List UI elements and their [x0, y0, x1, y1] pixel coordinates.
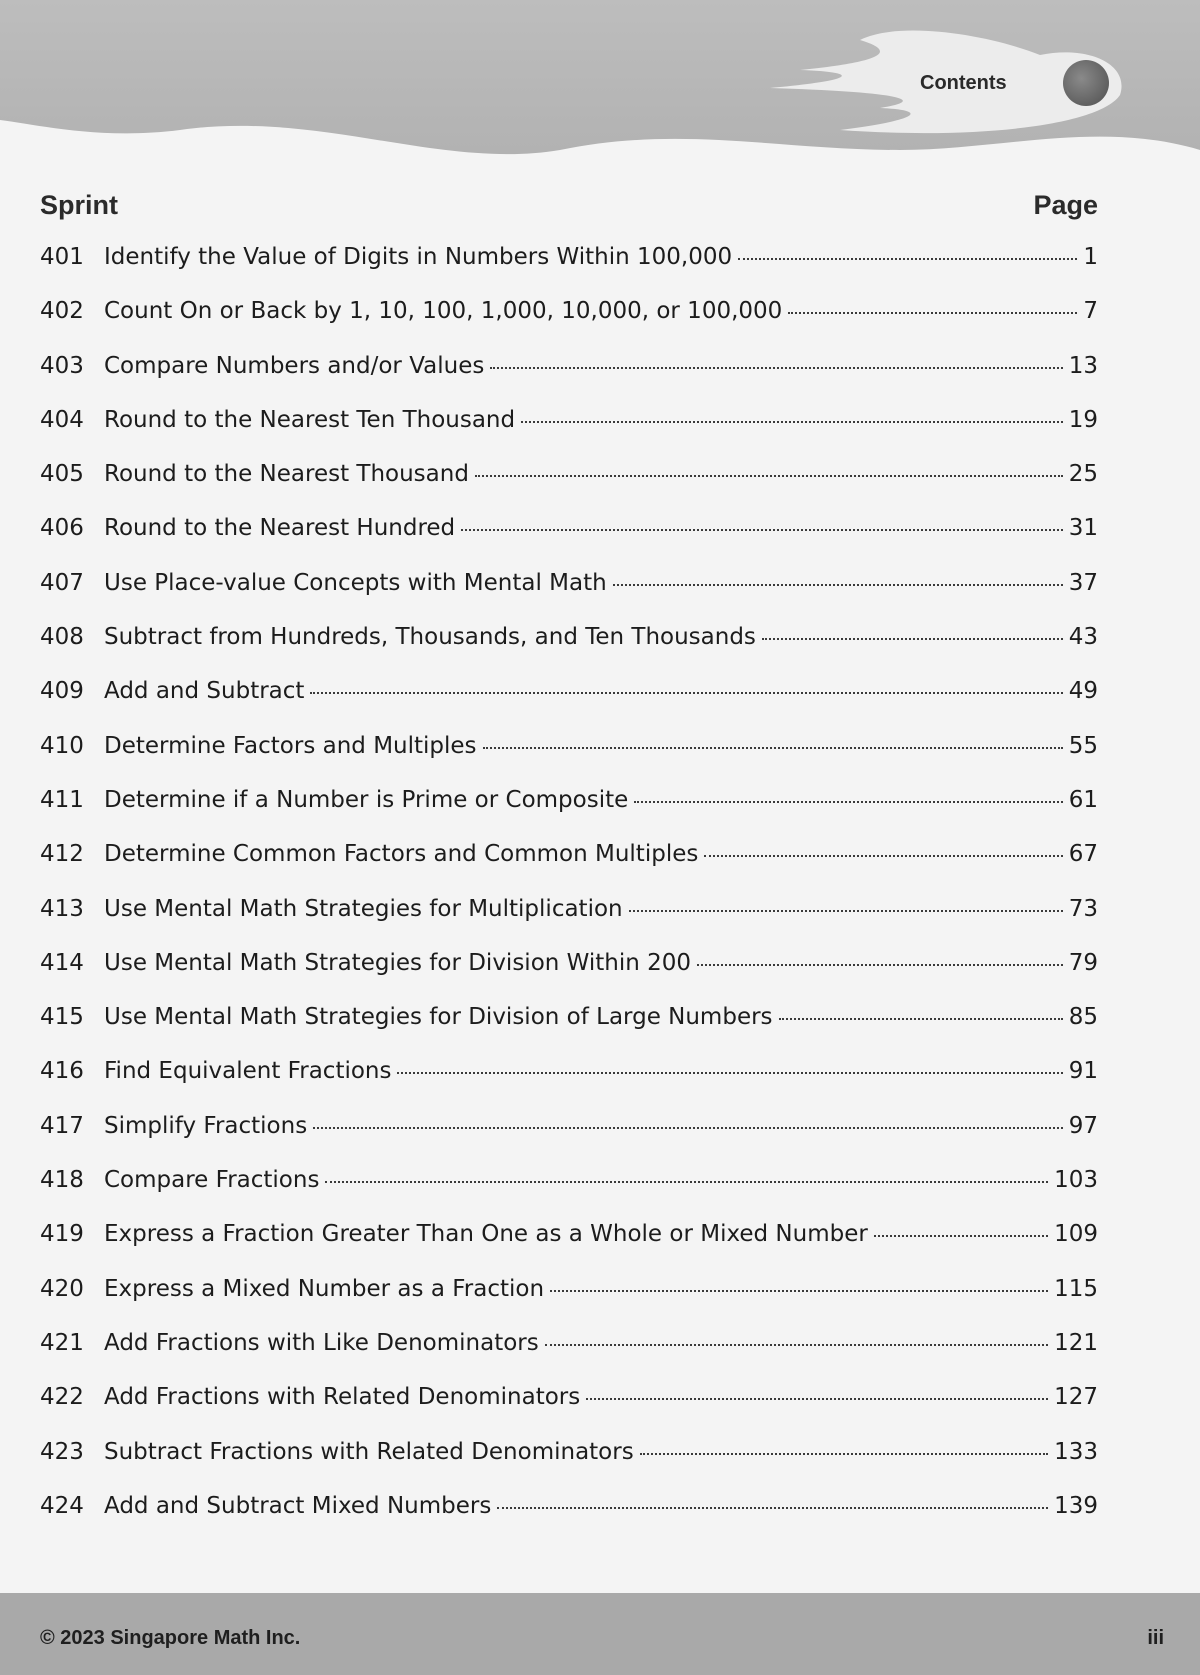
- sprint-column-header: Sprint: [40, 190, 118, 220]
- sprint-title: Count On or Back by 1, 10, 100, 1,000, 10,000, or 100,000: [104, 298, 783, 325]
- sprint-title: Round to the Nearest Ten Thousand: [104, 406, 516, 433]
- toc-entry: [40, 461, 1098, 515]
- page-reference: 31: [1068, 515, 1098, 542]
- dot-leader: [521, 421, 1063, 423]
- sprint-title: Find Equivalent Fractions: [104, 1058, 392, 1085]
- page-reference: 79: [1068, 949, 1098, 976]
- dot-leader: [325, 1181, 1048, 1183]
- dot-leader: [697, 964, 1063, 966]
- toc-entry: [40, 1221, 1098, 1275]
- toc-entry: [40, 570, 1098, 624]
- page-reference: 127: [1054, 1384, 1098, 1411]
- sprint-number: 412: [40, 841, 84, 868]
- page-reference: 139: [1054, 1492, 1098, 1519]
- page-reference: 73: [1068, 895, 1098, 922]
- dot-leader: [640, 1453, 1048, 1455]
- sprint-title: Add and Subtract Mixed Numbers: [104, 1492, 492, 1519]
- page-reference: 61: [1068, 786, 1098, 813]
- sprint-title: Determine if a Number is Prime or Composite: [104, 786, 629, 813]
- dot-leader: [313, 1127, 1063, 1129]
- page-reference: 55: [1068, 732, 1098, 759]
- sprint-number: 402: [40, 298, 84, 325]
- sprint-number: 418: [40, 1167, 84, 1194]
- page-reference: 121: [1054, 1329, 1098, 1356]
- dot-leader: [483, 747, 1063, 749]
- globe-icon: [1063, 60, 1109, 106]
- toc-entry: [40, 896, 1098, 950]
- dot-leader: [613, 584, 1063, 586]
- contents-section-label: Contents: [920, 72, 1007, 94]
- sprint-number: 406: [40, 515, 84, 542]
- toc-entry: [40, 950, 1098, 1004]
- toc-entry: [40, 678, 1098, 732]
- toc-entry: [40, 1439, 1098, 1493]
- sprint-title: Simplify Fractions: [104, 1112, 308, 1139]
- sprint-number: 401: [40, 244, 84, 270]
- sprint-number: 417: [40, 1112, 84, 1139]
- copyright-notice: © 2023 Singapore Math Inc.: [40, 1627, 301, 1649]
- page-reference: 115: [1054, 1275, 1098, 1302]
- sprint-title: Use Place-value Concepts with Mental Math: [104, 569, 607, 596]
- sprint-number: 403: [40, 352, 84, 379]
- sprint-title: Use Mental Math Strategies for Multiplication: [104, 895, 623, 922]
- page-reference: 43: [1068, 624, 1098, 651]
- sprint-title: Use Mental Math Strategies for Division Within 200: [104, 949, 692, 976]
- sprint-title: Round to the Nearest Hundred: [104, 515, 456, 542]
- page-footer: [0, 1593, 1200, 1675]
- page-reference: 85: [1068, 1004, 1098, 1031]
- dot-leader: [586, 1398, 1048, 1400]
- sprint-number: 414: [40, 949, 84, 976]
- sprint-number: 409: [40, 678, 84, 705]
- sprint-number: 422: [40, 1384, 84, 1411]
- toc-entry: [40, 298, 1098, 352]
- page-reference: 7: [1083, 298, 1098, 325]
- page-reference: 133: [1054, 1438, 1098, 1465]
- page-reference: 67: [1068, 841, 1098, 868]
- sprint-title: Compare Fractions: [104, 1167, 320, 1194]
- sprint-number: 408: [40, 624, 84, 651]
- toc-entry: [40, 624, 1098, 678]
- sprint-title: Add Fractions with Like Denominators: [104, 1329, 539, 1356]
- page-reference: 109: [1054, 1221, 1098, 1248]
- sprint-title: Determine Factors and Multiples: [104, 732, 477, 759]
- sprint-number: 410: [40, 732, 84, 759]
- toc-entry: [40, 841, 1098, 895]
- sprint-number: 419: [40, 1221, 84, 1248]
- toc-entry: [40, 353, 1098, 407]
- dot-leader: [461, 529, 1063, 531]
- toc-entry: [40, 787, 1098, 841]
- sprint-number: 404: [40, 406, 84, 433]
- header-band: [0, 0, 1200, 170]
- dot-leader: [550, 1290, 1048, 1292]
- sprint-title: Round to the Nearest Thousand: [104, 461, 469, 488]
- dot-leader: [634, 801, 1062, 803]
- dot-leader: [310, 692, 1062, 694]
- sprint-number: 420: [40, 1275, 84, 1302]
- toc-entry: [40, 407, 1098, 461]
- sprint-title: Subtract from Hundreds, Thousands, and Ten Thousands: [104, 624, 756, 651]
- dot-leader: [490, 367, 1062, 369]
- toc-entry: [40, 733, 1098, 787]
- toc-entry: [40, 1276, 1098, 1330]
- page-reference: 97: [1068, 1112, 1098, 1139]
- toc-entry: [40, 515, 1098, 569]
- page-number: iii: [1147, 1627, 1164, 1649]
- page-reference: 13: [1068, 352, 1098, 379]
- toc-entry: [40, 244, 1098, 298]
- sprint-number: 415: [40, 1004, 84, 1031]
- sprint-title: Use Mental Math Strategies for Division of Large Numbers: [104, 1004, 773, 1031]
- page-reference: 25: [1068, 461, 1098, 488]
- sprint-number: 405: [40, 461, 84, 488]
- sprint-title: Identify the Value of Digits in Numbers Within 100,000: [104, 244, 733, 270]
- toc-entry: [40, 1493, 1098, 1547]
- toc-column-headers: [40, 190, 1098, 221]
- dot-leader: [397, 1072, 1062, 1074]
- sprint-title: Add and Subtract: [104, 678, 305, 705]
- sprint-number: 413: [40, 895, 84, 922]
- header-wave-graphic: [0, 0, 1200, 170]
- toc-entry: [40, 1384, 1098, 1438]
- sprint-number: 416: [40, 1058, 84, 1085]
- toc-entry: [40, 1058, 1098, 1112]
- page-reference: 49: [1068, 678, 1098, 705]
- sprint-title: Add Fractions with Related Denominators: [104, 1384, 581, 1411]
- toc-entry: [40, 1113, 1098, 1167]
- toc-entry: [40, 1004, 1098, 1058]
- sprint-number: 423: [40, 1438, 84, 1465]
- dot-leader: [788, 312, 1077, 314]
- dot-leader: [779, 1018, 1063, 1020]
- page-reference: 19: [1068, 406, 1098, 433]
- dot-leader: [704, 855, 1062, 857]
- sprint-title: Determine Common Factors and Common Multiples: [104, 841, 699, 868]
- page-column-header: Page: [1033, 190, 1098, 220]
- page-reference: 1: [1083, 244, 1098, 270]
- sprint-number: 424: [40, 1492, 84, 1519]
- toc-entry: [40, 1167, 1098, 1221]
- dot-leader: [874, 1235, 1048, 1237]
- sprint-title: Compare Numbers and/or Values: [104, 352, 485, 379]
- dot-leader: [629, 910, 1063, 912]
- dot-leader: [545, 1344, 1048, 1346]
- dot-leader: [738, 258, 1077, 260]
- sprint-number: 411: [40, 786, 84, 813]
- toc-entry: [40, 1330, 1098, 1384]
- sprint-number: 407: [40, 569, 84, 596]
- page-reference: 103: [1054, 1167, 1098, 1194]
- table-of-contents: [40, 244, 1098, 1547]
- dot-leader: [497, 1507, 1048, 1509]
- dot-leader: [475, 475, 1063, 477]
- sprint-number: 421: [40, 1329, 84, 1356]
- sprint-title: Express a Fraction Greater Than One as a Whole or Mixed Number: [104, 1221, 868, 1248]
- page-reference: 91: [1068, 1058, 1098, 1085]
- page-reference: 37: [1068, 569, 1098, 596]
- dot-leader: [762, 638, 1063, 640]
- sprint-title: Subtract Fractions with Related Denominators: [104, 1438, 634, 1465]
- sprint-title: Express a Mixed Number as a Fraction: [104, 1275, 545, 1302]
